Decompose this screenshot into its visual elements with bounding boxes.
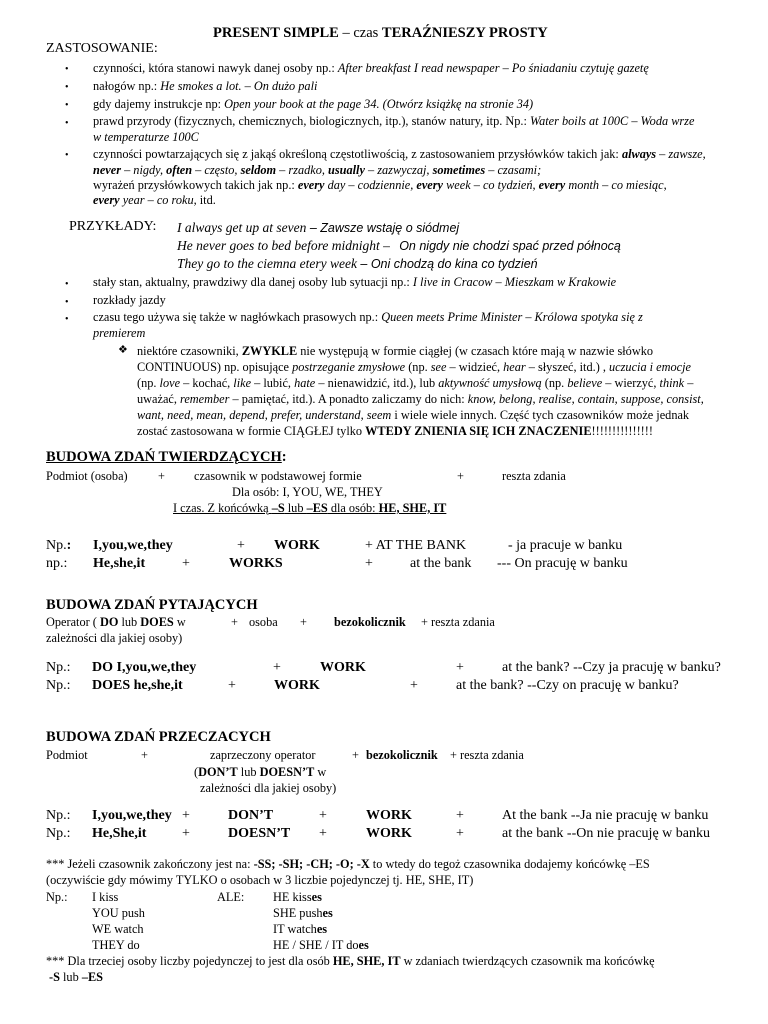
question-person: osoba <box>249 615 278 629</box>
note-left-2: WE watch <box>92 922 144 936</box>
affirm-ex2-translation: --- On pracuję w banku <box>497 556 628 571</box>
text: nałogów np.: <box>93 79 161 93</box>
note-left-1: YOU push <box>92 906 145 920</box>
verb: hate <box>294 376 316 390</box>
usage-item-nature-cont: w temperaturze 100C <box>93 130 199 144</box>
plus: + <box>182 556 190 571</box>
usage-item-frequency-phrases-cont <box>93 193 216 208</box>
note-es-rule <box>46 857 650 872</box>
text: gdy dajemy instrukcje np: <box>93 97 225 111</box>
example-en: He never goes to bed before midnight – <box>177 238 390 253</box>
persons: HE, SHE, IT <box>332 954 401 968</box>
example: After breakfast I read newspaper – Po śniadaniu czytuję gazetę <box>337 61 649 75</box>
translation: – zawsze, <box>656 147 706 161</box>
text: to wtedy do tegoż czasownika dodajemy końcówkę –ES <box>369 857 650 871</box>
suffix: es <box>358 938 369 952</box>
text: lub <box>59 970 82 984</box>
example: Queen meets Prime Minister – Królowa spotyka się z <box>381 310 643 324</box>
affirm-example-1 <box>46 538 71 554</box>
category: aktywność umysłową <box>438 376 542 390</box>
translation: – rzadko, <box>276 163 329 177</box>
affirm-third-person <box>173 501 446 516</box>
plus: + <box>365 556 373 571</box>
example-pl: – Oni chodzą do kina co tydzień <box>356 257 538 271</box>
usage-item-timetables: rozkłady jazdy <box>93 293 166 307</box>
question-rest: + reszta zdania <box>421 615 495 629</box>
affirm-ex1-verb: WORK <box>274 538 320 553</box>
text: Operator ( <box>46 615 100 629</box>
verb: think <box>659 376 685 390</box>
text: – kochać, <box>180 376 234 390</box>
neg-operator-forms <box>194 765 326 780</box>
keyword: every <box>416 178 444 192</box>
plus: + <box>457 469 464 483</box>
text: ( <box>194 765 199 779</box>
neg-operator: zaprzeczony operator <box>210 748 316 762</box>
note-third-person <box>46 954 655 969</box>
text: itd. <box>199 193 216 207</box>
operator: DOES <box>140 615 174 629</box>
neg-ex1-operator: DON’T <box>228 808 274 823</box>
text: lub <box>284 501 307 515</box>
example-pl: – Zawsze wstaję o siódmej <box>306 221 460 235</box>
affirmative-heading <box>46 449 287 466</box>
text: – lubić, <box>251 376 295 390</box>
neg-operator-cont: zależności dla jakiej osoby) <box>200 781 337 795</box>
verb: SHE push <box>273 906 323 920</box>
category: uczucia i emocje <box>609 360 691 374</box>
question-ex2-np: Np.: <box>46 678 71 693</box>
question-ex1-subject: DO I,you,we,they <box>92 660 197 675</box>
bullet: • <box>65 100 69 111</box>
adverb: seldom <box>240 163 277 177</box>
example: I live in Cracow – Mieszkam w Krakowie <box>412 275 617 289</box>
question-ex1-rest: at the bank? --Czy ja pracuję w banku? <box>502 660 721 675</box>
usage-item-frequency-phrases <box>93 178 667 193</box>
suffix: –ES <box>306 501 328 515</box>
plus: + <box>352 748 359 762</box>
text: – widzieć, <box>446 360 504 374</box>
plus: + <box>228 678 236 693</box>
translation: – zazwyczaj, <box>364 163 433 177</box>
example-en: They go to the ciemna etery week <box>177 256 357 271</box>
question-ex1-np: Np.: <box>46 660 71 675</box>
verb: HE / SHE / IT do <box>273 938 359 952</box>
plus: + <box>182 808 190 823</box>
emphasis: WTEDY ZNIENIA SIĘ ICH ZNACZENIE <box>365 424 592 438</box>
text: – słyszeć, itd.) , <box>525 360 610 374</box>
verb: love <box>159 376 181 390</box>
plus: + <box>237 538 245 553</box>
text: *** Jeżeli czasownik zakończony jest na: <box>46 857 254 871</box>
text: !!!!!!!!!!!!!!! <box>591 424 653 438</box>
usage-item-nature <box>93 114 694 129</box>
note-np: Np.: <box>46 890 68 904</box>
usage-item-addiction <box>93 79 317 94</box>
negative-heading: BUDOWA ZDAŃ PRZECZACYCH <box>46 729 271 745</box>
text: w <box>314 765 327 779</box>
np-label: Np. <box>46 538 67 553</box>
adverb: often <box>166 163 193 177</box>
affirm-ex1-translation: - ja pracuje w banku <box>508 538 623 553</box>
translation: year – co roku, <box>119 193 200 207</box>
bullet: • <box>65 64 69 75</box>
usage-item-instructions <box>93 97 533 112</box>
bullet: • <box>65 314 69 325</box>
verb: remember <box>180 392 230 406</box>
neg-infinitive: bezokolicznik <box>366 748 438 762</box>
suffix: –S <box>271 501 285 515</box>
affirm-ex2-subject: He,she,it <box>93 556 146 571</box>
plus: + <box>410 678 418 693</box>
suffix: es <box>322 906 333 920</box>
usage-item-frequency-adverbs <box>93 163 541 178</box>
plus: + <box>456 826 464 841</box>
note-third-person-cont <box>49 970 103 985</box>
verb: like <box>233 376 252 390</box>
neg-subject: Podmiot <box>46 748 88 762</box>
operator: DON’T <box>198 765 238 779</box>
question-operator-cont: zależności dla jakiej osoby) <box>46 631 183 645</box>
example: Open your book at the page 34. (Otwórz książkę na stronie 34) <box>224 97 534 111</box>
neg-ex2-np: Np.: <box>46 826 71 841</box>
plus: + <box>158 469 165 483</box>
question-heading: BUDOWA ZDAŃ PYTAJĄCYCH <box>46 597 258 613</box>
bullet: • <box>65 118 69 129</box>
neg-ex1-rest: At the bank --Ja nie pracuję w banku <box>502 808 709 823</box>
affirm-persons: Dla osób: I, YOU, WE, THEY <box>232 485 383 499</box>
neg-rest: + reszta zdania <box>450 748 524 762</box>
text: – pamiętać, itd.). A ponadto zaliczamy do nich: <box>229 392 468 406</box>
verb: see <box>430 360 447 374</box>
plus: + <box>273 660 281 675</box>
adverb: always <box>621 147 657 161</box>
text: zostać zastosowana w formie CIĄGŁEJ tylko <box>137 424 366 438</box>
endings: -SS; -SH; -CH; -O; -X <box>253 857 370 871</box>
plus: + <box>141 748 148 762</box>
usage-item-headlines-cont: premierem <box>93 326 146 340</box>
neg-ex2-verb: WORK <box>366 826 412 841</box>
bullet: • <box>65 279 69 290</box>
translation: week – co tydzień, <box>443 178 539 192</box>
persons: HE, SHE, IT <box>378 501 447 515</box>
neg-ex1-subject: I,you,we,they <box>92 808 172 823</box>
usage-item-habit <box>93 61 649 76</box>
note-left-3: THEY do <box>92 938 140 952</box>
question-ex1-verb: WORK <box>320 660 366 675</box>
note-line-2 <box>137 360 691 375</box>
usage-item-state <box>93 275 616 290</box>
neg-ex2-subject: He,She,it <box>92 826 147 841</box>
verb: believe <box>567 376 603 390</box>
bullet: • <box>65 150 69 161</box>
question-ex2-subject: DOES he,she,it <box>92 678 183 693</box>
question-ex2-rest: at the bank? --Czy on pracuję w banku? <box>456 678 679 693</box>
plus: + <box>456 660 464 675</box>
bullet: • <box>65 82 69 93</box>
affirm-ex1-subject: I,you,we,they <box>93 538 173 553</box>
suffix: –ES <box>81 970 104 984</box>
note-line-4 <box>137 392 704 407</box>
note-right-3 <box>273 938 369 953</box>
plus: + <box>300 615 307 629</box>
plus: + <box>456 808 464 823</box>
title-main: PRESENT SIMPLE <box>213 25 339 41</box>
text: – wierzyć, <box>602 376 660 390</box>
affirm-ex1-rest: + AT THE BANK <box>365 538 467 553</box>
usage-item-frequency <box>93 147 706 162</box>
keyword: every <box>297 178 325 192</box>
verb-list: want, need, mean, depend, prefer, understand, seem <box>137 408 392 422</box>
neg-ex1-np: Np.: <box>46 808 71 823</box>
adverb: never <box>93 163 121 177</box>
example: He smokes a lot. – On dużo pali <box>160 79 318 93</box>
text: wyrażeń przysłówkowych takich jak np.: <box>93 178 298 192</box>
keyword: ZWYKLE <box>241 344 298 358</box>
page-title <box>213 25 548 42</box>
adverb: sometimes <box>432 163 486 177</box>
translation: day – codziennie, <box>324 178 417 192</box>
note-line-3 <box>137 376 693 391</box>
examples-label: PRZYKŁADY: <box>69 219 157 234</box>
affirm-ex2-verb: WORKS <box>229 556 283 571</box>
heading-text: BUDOWA ZDAŃ TWIERDZĄCYCH <box>46 449 282 465</box>
neg-ex2-rest: at the bank --On nie pracuję w banku <box>502 826 710 841</box>
np-colon: : <box>66 538 72 553</box>
question-infinitive: bezokolicznik <box>334 615 406 629</box>
suffix: es <box>316 922 328 936</box>
title-polish: TERAŹNIESZY PROSTY <box>381 25 548 41</box>
text: (np. <box>541 376 568 390</box>
affirm-rest: reszta zdania <box>502 469 566 483</box>
verb-list: know, belong, realise, contain, suppose, consist, <box>467 392 704 406</box>
plus: + <box>319 826 327 841</box>
text: (np. <box>137 376 160 390</box>
verb: IT watch <box>273 922 317 936</box>
example-3 <box>177 256 538 272</box>
text: – nienawidzić, itd.), lub <box>315 376 439 390</box>
translation: – nigdy, <box>121 163 167 177</box>
text: niektóre czasowniki, <box>137 344 242 358</box>
note-right-0 <box>273 890 322 905</box>
suffix: -S <box>49 970 60 984</box>
title-connector: – czas <box>338 25 382 41</box>
text: *** Dla trzeciej osoby liczby pojedynczej to jest dla osób <box>46 954 333 968</box>
text: stały stan, aktualny, prawdziwy dla danej osoby lub sytuacji np.: <box>93 275 413 289</box>
question-operator <box>46 615 186 630</box>
note-es-rule-cont: (oczywiście gdy mówimy TYLKO o osobach w 3 liczbie pojedynczej tj. HE, SHE, IT) <box>46 873 474 887</box>
neg-ex1-verb: WORK <box>366 808 412 823</box>
translation: – często, <box>192 163 241 177</box>
operator: DOESN’T <box>259 765 315 779</box>
neg-ex2-operator: DOESN’T <box>228 826 291 841</box>
text: lub <box>118 615 141 629</box>
affirm-subject: Podmiot (osoba) <box>46 469 128 483</box>
text: lub <box>237 765 260 779</box>
text: czynności, która stanowi nawyk danej osoby np.: <box>93 61 338 75</box>
note-left-0: I kiss <box>92 890 119 904</box>
verb: HE kiss <box>273 890 312 904</box>
category: postrzeganie zmysłowe <box>292 360 406 374</box>
translation: – czasami; <box>485 163 542 177</box>
example: Water boils at 100C – Woda wrze <box>529 114 695 128</box>
text: czynności powtarzających się z jakąś określoną częstotliwością, z zastosowaniem przysłówków takich jak: <box>93 147 622 161</box>
translation: month – co miesiąc, <box>565 178 667 192</box>
text: i wiele wiele innych. Część tych czasowników może jednak <box>391 408 690 422</box>
example-1 <box>177 220 459 236</box>
text: (np. <box>405 360 431 374</box>
text: nie występują w formie ciągłej (w czasach które mają w nazwie słówko <box>297 344 653 358</box>
text: – <box>684 376 694 390</box>
bullet: • <box>65 297 69 308</box>
text: I czas. Z końcówką <box>173 501 272 515</box>
note-line-1 <box>137 344 653 359</box>
plus: + <box>231 615 238 629</box>
note-line-6 <box>137 424 653 439</box>
keyword: every <box>538 178 566 192</box>
usage-heading: ZASTOSOWANIE: <box>46 41 158 56</box>
affirm-ex2-np: np.: <box>46 556 68 571</box>
note-right-1 <box>273 906 333 921</box>
star-bullet-icon: ❖ <box>118 344 128 356</box>
affirm-ex2-rest: at the bank <box>410 556 472 571</box>
text: CONTINUOUS) np. opisujące <box>137 360 293 374</box>
text: prawd przyrody (fizycznych, chemicznych, biologicznych, itp.), stanów natury, itp. Np.: <box>93 114 530 128</box>
usage-item-headlines <box>93 310 643 325</box>
note-ale: ALE: <box>217 890 245 904</box>
example-en: I always get up at seven <box>177 220 307 235</box>
plus: + <box>182 826 190 841</box>
adverb: usually <box>328 163 365 177</box>
text: dla osób: <box>327 501 379 515</box>
text: w zdaniach twierdzących czasownik ma końcówkę <box>400 954 655 968</box>
operator: DO <box>99 615 119 629</box>
suffix: es <box>311 890 322 904</box>
verb: hear <box>503 360 526 374</box>
affirm-verb: czasownik w podstawowej formie <box>194 469 362 483</box>
heading-colon: : <box>281 449 287 465</box>
note-line-5 <box>137 408 689 423</box>
note-right-2 <box>273 922 327 937</box>
plus: + <box>319 808 327 823</box>
example-pl: On nigdy nie chodzi spać przed północą <box>399 239 621 253</box>
example-2 <box>177 238 621 254</box>
keyword: every <box>93 193 120 207</box>
text: w <box>173 615 186 629</box>
text: uważać, <box>137 392 181 406</box>
question-ex2-verb: WORK <box>274 678 320 693</box>
text: czasu tego używa się także w nagłówkach prasowych np.: <box>93 310 382 324</box>
